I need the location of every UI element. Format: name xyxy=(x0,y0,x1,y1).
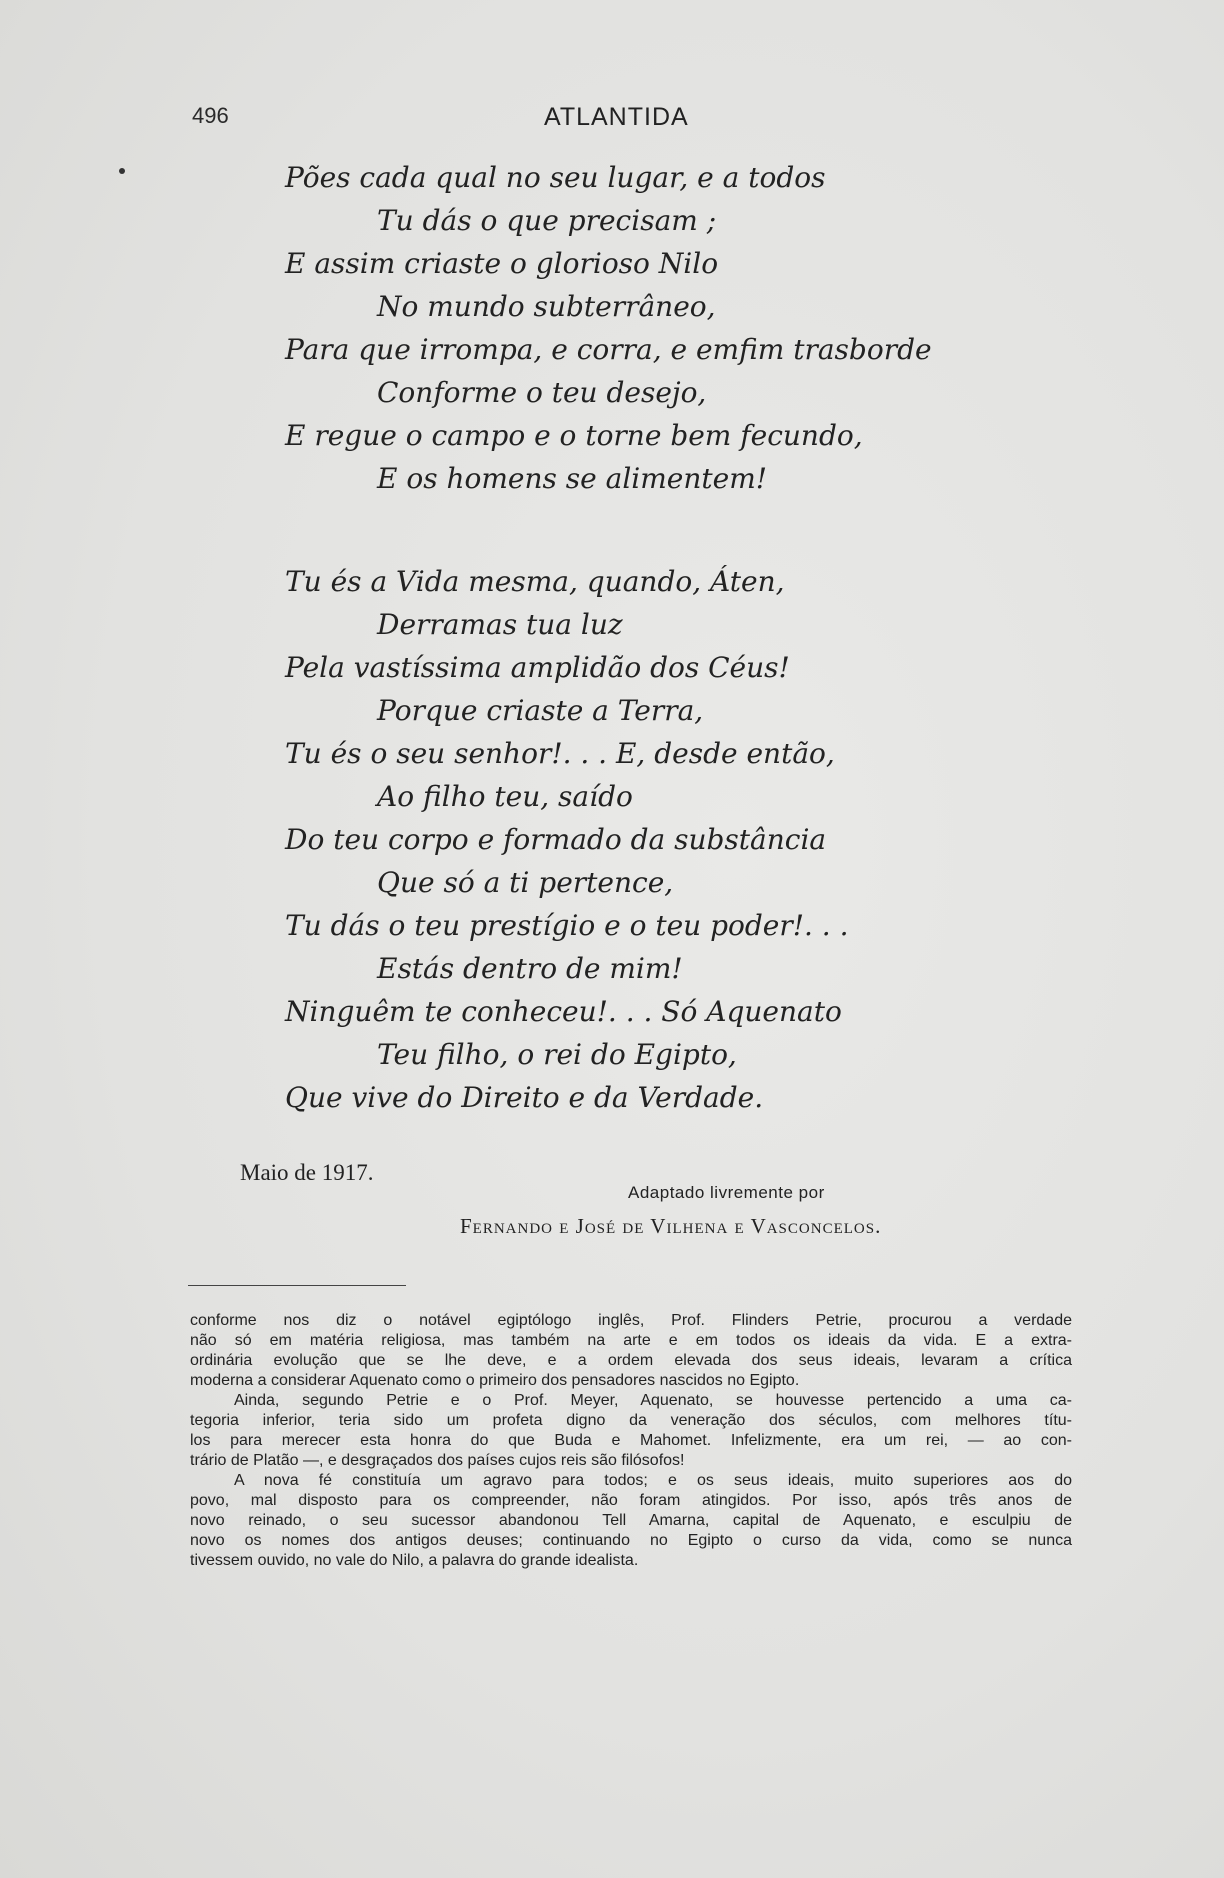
footnote-line: trário de Platão —, e desgraçados dos países cujos reis são filósofos! xyxy=(190,1452,685,1469)
verse-line: Que vive do Direito e da Verdade. xyxy=(285,1081,764,1114)
footnote-line: los para merecer esta honra do que Buda e Mahomet. Infelizmente, era um rei, — ao con- xyxy=(190,1432,1072,1449)
footnote-line: não só em matéria religiosa, mas também na arte e em todos os ideais da vida. E a extra- xyxy=(190,1332,1072,1349)
page-number: 496 xyxy=(192,103,229,128)
poem-date: Maio de 1917. xyxy=(240,1160,374,1185)
ink-speck xyxy=(119,168,125,174)
footnote-line: ordinária evolução que se lhe deve, e a ordem elevada dos seus ideais, levaram a crítica xyxy=(190,1352,1072,1369)
verse-line: Pões cada qual no seu lugar, e a todos xyxy=(285,161,826,194)
footnote-line: tivessem ouvido, no vale do Nilo, a palavra do grande idealista. xyxy=(190,1552,639,1569)
footnote-line: conforme nos diz o notável egiptólogo inglês, Prof. Flinders Petrie, procurou a verdade xyxy=(190,1312,1072,1329)
verse-line: Estás dentro de mim! xyxy=(377,952,683,985)
footnote-line: novo reinado, o seu sucessor abandonou Tell Amarna, capital de Aquenato, e esculpiu de xyxy=(190,1512,1072,1529)
verse-line: Pela vastíssima amplidão dos Céus! xyxy=(285,651,790,684)
verse-line: E regue o campo e o torne bem fecundo, xyxy=(285,419,863,452)
verse-line: Derramas tua luz xyxy=(377,608,623,641)
verse-line: Para que irrompa, e corra, e emfim trasborde xyxy=(285,333,932,366)
verse-line: E assim criaste o glorioso Nilo xyxy=(285,247,719,280)
author-name: Fernando e José de Vilhena e Vasconcelos. xyxy=(460,1214,882,1238)
running-title: ATLANTIDA xyxy=(544,103,689,131)
verse-line: Tu dás o que precisam ; xyxy=(377,204,717,237)
verse-line: Tu és o seu senhor!. . . E, desde então, xyxy=(285,737,835,770)
verse-line: Que só a ti pertence, xyxy=(377,866,674,899)
footnote-rule xyxy=(188,1285,406,1286)
verse-line: Conforme o teu desejo, xyxy=(377,376,707,409)
verse-line: Tu dás o teu prestígio e o teu poder!. . . xyxy=(285,909,849,942)
footnote-line: povo, mal disposto para os compreender, não foram atingidos. Por isso, após três anos de xyxy=(190,1492,1072,1509)
verse-line: No mundo subterrâneo, xyxy=(377,290,716,323)
footnote-line: moderna a considerar Aquenato como o primeiro dos pensadores nascidos no Egipto. xyxy=(190,1372,800,1389)
page-header xyxy=(0,103,1224,133)
verse-line: Ao filho teu, saído xyxy=(377,780,633,813)
verse-line: E os homens se alimentem! xyxy=(377,462,768,495)
footnote-line: tegoria inferior, teria sido um profeta digno da veneração dos séculos, com melhores títu- xyxy=(190,1412,1072,1429)
verse-line: Teu filho, o rei do Egipto, xyxy=(377,1038,737,1071)
verse-line: Porque criaste a Terra, xyxy=(377,694,704,727)
verse-line: Ninguêm te conheceu!. . . Só Aquenato xyxy=(285,995,842,1028)
footnote-line: novo os nomes dos antigos deuses; continuando no Egipto o curso da vida, como se nunca xyxy=(190,1532,1072,1549)
footnote-line: Ainda, segundo Petrie e o Prof. Meyer, Aquenato, se houvesse pertencido a uma ca- xyxy=(234,1392,1072,1409)
verse-line: Do teu corpo e formado da substância xyxy=(285,823,827,856)
adaptation-credit: Adaptado livremente por xyxy=(628,1183,825,1202)
footnote-line: A nova fé constituía um agravo para todos; e os seus ideais, muito superiores aos do xyxy=(234,1472,1072,1489)
verse-line: Tu és a Vida mesma, quando, Áten, xyxy=(285,565,785,598)
